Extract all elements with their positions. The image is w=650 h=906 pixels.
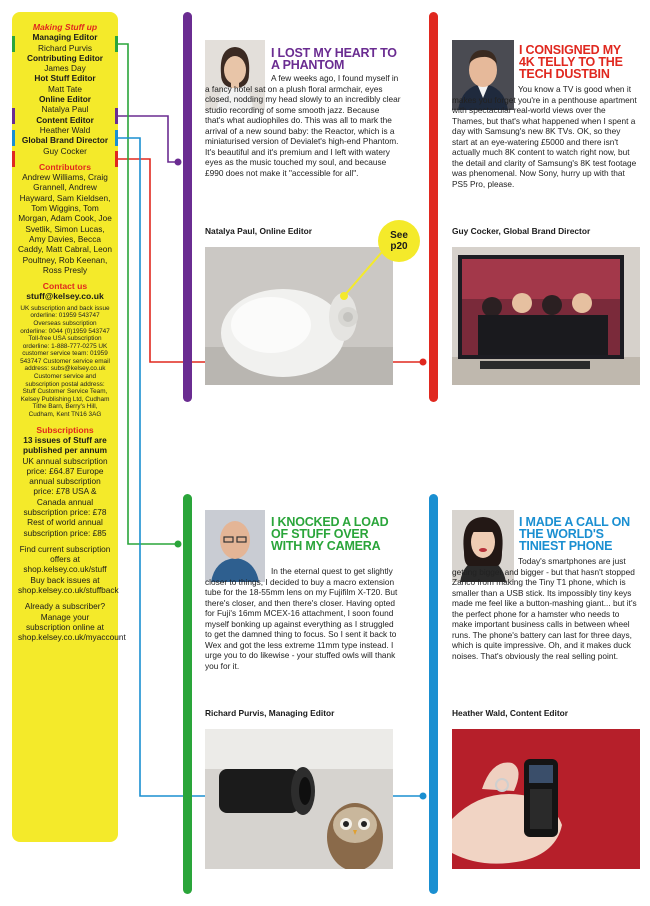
- connector-dot: [420, 359, 427, 366]
- badge-pointer: [330, 250, 390, 310]
- tick-purple: [115, 108, 118, 124]
- tiny-phone-photo: [452, 729, 640, 869]
- card-body: You know a TV is good when it makes you forget you're in a penthouse apartment with spectacular real-world views over the Thames, but that's what happened when I spent a day with Samsung's new 8K TVs. OK, so they start at an eye-watering £5000 and there isn't actually much 8K content to watch right now, but the detail and clarity of Samsung's 8K test footage was phenomenal. Now Sony, hurry up with that PS5 Pro, please.: [452, 84, 637, 189]
- camera-owl-photo: [205, 729, 393, 869]
- tick-red: [12, 151, 15, 167]
- staff-name: Natalya Paul: [41, 104, 89, 115]
- card-body: In the eternal quest to get slightly closer to things, I decided to buy a macro extension tube for the 18-55mm lens on my Fujifilm X-T20. But there's closer, and then there's closer. Having opted for Fuji's 16mm MCEX-16 attachment, I soon found myself bonking up against everything as I struggled to get the damned thing to focus. So I sent it back to Wex and got the less extreme 11mm type instead. I urge you to do likewise - your stuffed owls will thank you for it.: [205, 566, 398, 671]
- staff-role: Contributing Editor: [26, 52, 104, 63]
- contact-email[interactable]: stuff@kelsey.co.uk: [26, 291, 104, 302]
- subscriptions-issues: 13 issues of Stuff are published per annum: [23, 434, 107, 456]
- connector-dot: [175, 159, 182, 166]
- contact-heading: Contact us: [42, 281, 88, 292]
- card-byline: Natalya Paul, Online Editor: [205, 226, 313, 236]
- connector-purple: [118, 116, 178, 162]
- subscription-manage[interactable]: Already a subscriber? Manage your subscription online at shop.kelsey.co.uk/myaccount: [18, 601, 126, 643]
- connector-blue: [118, 138, 423, 796]
- connector-dot: [420, 793, 427, 800]
- card-title: I LOST MY HEART TO A PHANTOM: [271, 46, 397, 72]
- badge-text: See p20: [390, 230, 408, 252]
- tick-blue: [12, 130, 15, 146]
- tv-photo: [452, 247, 640, 385]
- card-title: I KNOCKED A LOAD OF STUFF OVER WITH MY CAMERA: [271, 515, 389, 553]
- tick-blue: [115, 130, 118, 146]
- subscription-offers[interactable]: Find current subscription offers at shop.kelsey.co.uk/stuff Buy back issues at shop.kelsey.co.uk/stuffback: [18, 543, 119, 596]
- staff-role: Hot Stuff Editor: [34, 73, 96, 84]
- card-title: I MADE A CALL ON THE WORLD'S TINIEST PHONE: [519, 515, 630, 553]
- tick-green: [115, 36, 118, 52]
- staff-name: Richard Purvis: [38, 42, 92, 53]
- sidebar-heading: Making Stuff up: [32, 22, 98, 32]
- tick-purple: [12, 108, 15, 124]
- staff-sidebar: [12, 12, 126, 842]
- purple-bar: [183, 12, 192, 402]
- green-bar: [183, 494, 192, 894]
- card-title: I CONSIGNED MY 4K TELLY TO THE TECH DUSTBIN: [519, 43, 623, 81]
- subscription-prices: UK annual subscription price: £64.87 Europe annual subscription price: £78 USA & Canada annual subscription price: £78 Rest of world annual subscription price: £85: [22, 455, 108, 538]
- staff-name: James Day: [44, 63, 86, 74]
- tick-green: [12, 36, 15, 52]
- blue-bar: [429, 494, 438, 894]
- staff-role: Global Brand Director: [21, 135, 109, 146]
- card-body: Today's smartphones are just getting bigger and bigger - but that hasn't stopped Zanco from making the Tiny T1 phone, which is smaller than a USB stick. Its impossibly tiny keys made me feel like a button-mashing giant... but it's the perfect phone for a hamster who needs to make important business calls in between wheel runs. The phone's battery can last for three days, which is quite impressive. Oh, and it makes duck noises. That's obviously the real selling point.: [452, 556, 637, 661]
- contributors-list: Andrew Williams, Craig Grannell, Andrew Hayward, Sam Kieldsen, Tom Wiggins, Tom Morgan, Adam Cook, Joe Svetlik, Simon Lucas, Amy Davies, Becca Caddy, Matt Cabral, Leon Poultney, Rob Keenan, Ross Presly: [18, 172, 112, 275]
- contact-details: UK subscription and back issue orderline: 01959 543747 Overseas subscription orderline: 0044 (0)1959 543747 Toll-free USA subscription orderline: 1-888-777-0275 UK customer service team: 01959 543747 Customer service email address: subs@kelsey.co.uk Customer service and subscription postal address: Stuff Customer Service Team, Kelsey Publishing Ltd, Cudham Tithe Barn, Berry's Hill, Cudham, Kent TN16 3AG: [20, 304, 110, 419]
- red-bar: [429, 12, 438, 402]
- staff-role: Online Editor: [38, 94, 92, 105]
- connector-dot: [175, 541, 182, 548]
- contributors-heading: Contributors: [38, 161, 92, 172]
- card-body: A few weeks ago, I found myself in a fancy hotel sat on a plush floral armchair, eyes closed, nodding my head slowly to an incredibly clear studio recording of some smooth jazz. Because that's what audiophiles do. This was all to mark the arrival of a new sound baby: the Reactor, which is a miniaturised version of Devialet's high-end Phantom. It's beautiful and it's premium and I left with watery eyes as the music touched my soul, and because £990 does not make it "accessible for all".: [205, 73, 401, 178]
- card-byline: Richard Purvis, Managing Editor: [205, 708, 335, 718]
- staff-role: Content Editor: [36, 114, 94, 125]
- staff-name: Heather Wald: [39, 124, 91, 135]
- staff-name: Guy Cocker: [43, 145, 87, 156]
- connector-green: [118, 44, 178, 544]
- staff-role: Managing Editor: [32, 32, 98, 43]
- card-byline: Guy Cocker, Global Brand Director: [452, 226, 591, 236]
- staff-name: Matt Tate: [48, 83, 82, 94]
- subscriptions-heading: Subscriptions: [36, 424, 94, 435]
- card-byline: Heather Wald, Content Editor: [452, 708, 569, 718]
- tick-red: [115, 151, 118, 167]
